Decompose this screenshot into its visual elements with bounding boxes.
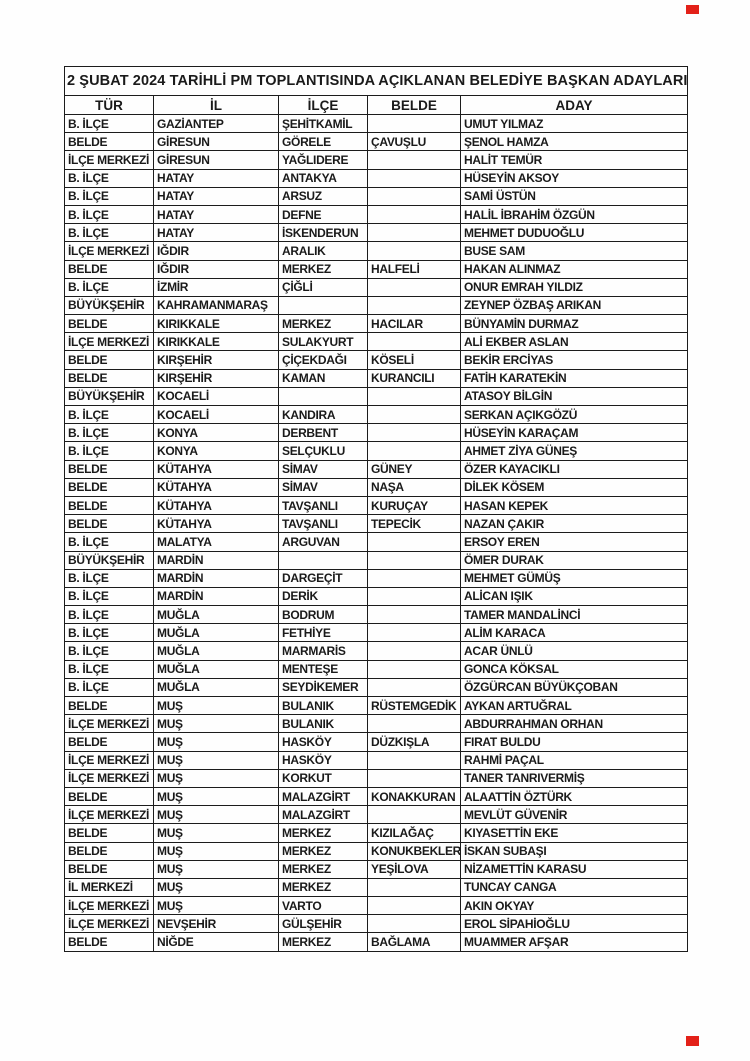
table-row bbox=[65, 442, 688, 460]
cell-tur: B. İLÇE bbox=[65, 115, 154, 133]
cell-ilce: ANTAKYA bbox=[279, 169, 368, 187]
cell-il: KONYA bbox=[154, 442, 279, 460]
cell-aday: ÖZER KAYACIKLI bbox=[461, 460, 688, 478]
cell-tur: İLÇE MERKEZİ bbox=[65, 242, 154, 260]
table-row bbox=[65, 478, 688, 496]
cell-tur: BELDE bbox=[65, 515, 154, 533]
table-row bbox=[65, 860, 688, 878]
cell-ilce: SELÇUKLU bbox=[279, 442, 368, 460]
table-row bbox=[65, 624, 688, 642]
cell-tur: B. İLÇE bbox=[65, 442, 154, 460]
cell-aday: GONCA KÖKSAL bbox=[461, 660, 688, 678]
cell-tur: B. İLÇE bbox=[65, 424, 154, 442]
table-row bbox=[65, 660, 688, 678]
cell-belde: DÜZKIŞLA bbox=[368, 733, 461, 751]
table-row bbox=[65, 169, 688, 187]
cell-tur: B. İLÇE bbox=[65, 660, 154, 678]
table-row bbox=[65, 315, 688, 333]
cell-aday: FATİH KARATEKİN bbox=[461, 369, 688, 387]
cell-belde: NAŞA bbox=[368, 478, 461, 496]
cell-ilce: KAMAN bbox=[279, 369, 368, 387]
red-mark-top bbox=[686, 5, 699, 14]
cell-aday: AKIN OKYAY bbox=[461, 897, 688, 915]
cell-ilce: DERİK bbox=[279, 587, 368, 605]
table-row bbox=[65, 551, 688, 569]
table-row bbox=[65, 697, 688, 715]
cell-ilce: BULANIK bbox=[279, 697, 368, 715]
cell-belde: KÖSELİ bbox=[368, 351, 461, 369]
cell-belde bbox=[368, 278, 461, 296]
cell-belde bbox=[368, 915, 461, 933]
cell-ilce: ÇİĞLİ bbox=[279, 278, 368, 296]
cell-tur: İLÇE MERKEZİ bbox=[65, 715, 154, 733]
table-row bbox=[65, 115, 688, 133]
table-row bbox=[65, 242, 688, 260]
cell-aday: ALİM KARACA bbox=[461, 624, 688, 642]
cell-il: KIRŞEHİR bbox=[154, 351, 279, 369]
cell-tur: İLÇE MERKEZİ bbox=[65, 751, 154, 769]
cell-il: NEVŞEHİR bbox=[154, 915, 279, 933]
cell-il: MUŞ bbox=[154, 787, 279, 805]
cell-il: GİRESUN bbox=[154, 133, 279, 151]
cell-aday: HÜSEYİN AKSOY bbox=[461, 169, 688, 187]
cell-tur: BELDE bbox=[65, 496, 154, 514]
cell-tur: İLÇE MERKEZİ bbox=[65, 333, 154, 351]
cell-aday: BEKİR ERCİYAS bbox=[461, 351, 688, 369]
cell-ilce: MARMARİS bbox=[279, 642, 368, 660]
table-row bbox=[65, 533, 688, 551]
cell-belde bbox=[368, 187, 461, 205]
cell-ilce: YAĞLIDERE bbox=[279, 151, 368, 169]
cell-belde bbox=[368, 606, 461, 624]
cell-aday: DİLEK KÖSEM bbox=[461, 478, 688, 496]
cell-ilce: MERKEZ bbox=[279, 878, 368, 896]
cell-tur: B. İLÇE bbox=[65, 278, 154, 296]
cell-tur: B. İLÇE bbox=[65, 224, 154, 242]
table-row bbox=[65, 496, 688, 514]
cell-ilce bbox=[279, 296, 368, 314]
table-row bbox=[65, 151, 688, 169]
cell-tur: BELDE bbox=[65, 260, 154, 278]
cell-tur: BELDE bbox=[65, 787, 154, 805]
cell-tur: BELDE bbox=[65, 315, 154, 333]
table-header-row bbox=[65, 96, 688, 115]
cell-belde bbox=[368, 533, 461, 551]
cell-belde: TEPECİK bbox=[368, 515, 461, 533]
cell-aday: ACAR ÜNLÜ bbox=[461, 642, 688, 660]
cell-il: İZMİR bbox=[154, 278, 279, 296]
cell-belde bbox=[368, 551, 461, 569]
cell-belde bbox=[368, 387, 461, 405]
cell-il: IĞDIR bbox=[154, 242, 279, 260]
cell-il: MUŞ bbox=[154, 842, 279, 860]
cell-aday: İSKAN SUBAŞI bbox=[461, 842, 688, 860]
cell-belde bbox=[368, 878, 461, 896]
table-row bbox=[65, 769, 688, 787]
cell-tur: B. İLÇE bbox=[65, 678, 154, 696]
cell-ilce bbox=[279, 551, 368, 569]
cell-tur: İLÇE MERKEZİ bbox=[65, 151, 154, 169]
red-mark-bottom bbox=[686, 1036, 699, 1046]
cell-il: MALATYA bbox=[154, 533, 279, 551]
cell-aday: ERSOY EREN bbox=[461, 533, 688, 551]
cell-il: KAHRAMANMARAŞ bbox=[154, 296, 279, 314]
cell-belde bbox=[368, 169, 461, 187]
cell-aday: MEVLÜT GÜVENİR bbox=[461, 806, 688, 824]
cell-aday: ALAATTİN ÖZTÜRK bbox=[461, 787, 688, 805]
cell-tur: BELDE bbox=[65, 478, 154, 496]
cell-tur: BELDE bbox=[65, 733, 154, 751]
cell-ilce: DERBENT bbox=[279, 424, 368, 442]
cell-belde bbox=[368, 224, 461, 242]
cell-il: HATAY bbox=[154, 169, 279, 187]
cell-belde: GÜNEY bbox=[368, 460, 461, 478]
cell-ilce: TAVŞANLI bbox=[279, 515, 368, 533]
table-title-row bbox=[65, 67, 688, 96]
cell-ilce: KORKUT bbox=[279, 769, 368, 787]
cell-ilce: GÜLŞEHİR bbox=[279, 915, 368, 933]
cell-belde: RÜSTEMGEDİK bbox=[368, 697, 461, 715]
cell-tur: İL MERKEZİ bbox=[65, 878, 154, 896]
cell-il: MUŞ bbox=[154, 897, 279, 915]
cell-ilce: ARSUZ bbox=[279, 187, 368, 205]
cell-aday: TUNCAY CANGA bbox=[461, 878, 688, 896]
cell-tur: B. İLÇE bbox=[65, 406, 154, 424]
cell-il: GAZİANTEP bbox=[154, 115, 279, 133]
cell-aday: ZEYNEP ÖZBAŞ ARIKAN bbox=[461, 296, 688, 314]
cell-belde: KONAKKURAN bbox=[368, 787, 461, 805]
cell-il: KÜTAHYA bbox=[154, 478, 279, 496]
cell-belde: KURANCILI bbox=[368, 369, 461, 387]
cell-belde bbox=[368, 406, 461, 424]
cell-tur: BELDE bbox=[65, 824, 154, 842]
cell-aday: HASAN KEPEK bbox=[461, 496, 688, 514]
cell-aday: HALİT TEMÜR bbox=[461, 151, 688, 169]
cell-aday: AHMET ZİYA GÜNEŞ bbox=[461, 442, 688, 460]
cell-belde: ÇAVUŞLU bbox=[368, 133, 461, 151]
cell-belde bbox=[368, 424, 461, 442]
cell-tur: B. İLÇE bbox=[65, 205, 154, 223]
cell-aday: MEHMET GÜMÜŞ bbox=[461, 569, 688, 587]
table-body bbox=[65, 115, 688, 952]
table-row bbox=[65, 878, 688, 896]
table-row bbox=[65, 678, 688, 696]
table-row bbox=[65, 333, 688, 351]
cell-il: NİĞDE bbox=[154, 933, 279, 951]
cell-tur: BELDE bbox=[65, 842, 154, 860]
cell-belde bbox=[368, 242, 461, 260]
cell-tur: B. İLÇE bbox=[65, 569, 154, 587]
cell-il: MUŞ bbox=[154, 751, 279, 769]
cell-aday: FIRAT BULDU bbox=[461, 733, 688, 751]
cell-il: MUŞ bbox=[154, 824, 279, 842]
column-header-belde: BELDE bbox=[368, 96, 461, 115]
cell-il: MUŞ bbox=[154, 733, 279, 751]
table-row bbox=[65, 569, 688, 587]
cell-aday: ONUR EMRAH YILDIZ bbox=[461, 278, 688, 296]
cell-ilce: TAVŞANLI bbox=[279, 496, 368, 514]
cell-belde bbox=[368, 115, 461, 133]
cell-il: MUŞ bbox=[154, 878, 279, 896]
cell-ilce: ŞEHİTKAMİL bbox=[279, 115, 368, 133]
table-row bbox=[65, 606, 688, 624]
table-row bbox=[65, 587, 688, 605]
cell-aday: ÖZGÜRCAN BÜYÜKÇOBAN bbox=[461, 678, 688, 696]
cell-il: MARDİN bbox=[154, 551, 279, 569]
cell-aday: EROL SİPAHİOĞLU bbox=[461, 915, 688, 933]
cell-aday: MUAMMER AFŞAR bbox=[461, 933, 688, 951]
cell-il: MARDİN bbox=[154, 587, 279, 605]
cell-ilce: GÖRELE bbox=[279, 133, 368, 151]
table-row bbox=[65, 187, 688, 205]
cell-il: MUĞLA bbox=[154, 624, 279, 642]
cell-belde bbox=[368, 897, 461, 915]
cell-tur: BELDE bbox=[65, 933, 154, 951]
candidates-table bbox=[64, 66, 688, 952]
cell-ilce: MENTEŞE bbox=[279, 660, 368, 678]
cell-belde bbox=[368, 624, 461, 642]
table-row bbox=[65, 133, 688, 151]
cell-belde bbox=[368, 806, 461, 824]
cell-belde bbox=[368, 751, 461, 769]
table-row bbox=[65, 424, 688, 442]
cell-belde: KURUÇAY bbox=[368, 496, 461, 514]
cell-ilce: VARTO bbox=[279, 897, 368, 915]
cell-ilce: SİMAV bbox=[279, 460, 368, 478]
cell-belde bbox=[368, 442, 461, 460]
cell-il: MUĞLA bbox=[154, 678, 279, 696]
cell-il: HATAY bbox=[154, 205, 279, 223]
cell-ilce: ARALIK bbox=[279, 242, 368, 260]
cell-ilce: MERKEZ bbox=[279, 315, 368, 333]
table-row bbox=[65, 915, 688, 933]
cell-il: MUŞ bbox=[154, 860, 279, 878]
table-row bbox=[65, 351, 688, 369]
table-row bbox=[65, 842, 688, 860]
page-title: 2 ŞUBAT 2024 TARİHLİ PM TOPLANTISINDA AÇIKLANAN BELEDİYE BAŞKAN ADAYLARI bbox=[65, 67, 688, 96]
cell-ilce: İSKENDERUN bbox=[279, 224, 368, 242]
cell-aday: TAMER MANDALİNCİ bbox=[461, 606, 688, 624]
cell-ilce: MERKEZ bbox=[279, 260, 368, 278]
cell-tur: İLÇE MERKEZİ bbox=[65, 915, 154, 933]
cell-aday: SERKAN AÇIKGÖZÜ bbox=[461, 406, 688, 424]
cell-belde bbox=[368, 205, 461, 223]
cell-belde bbox=[368, 151, 461, 169]
cell-belde bbox=[368, 587, 461, 605]
cell-ilce: MERKEZ bbox=[279, 933, 368, 951]
cell-ilce: ÇİÇEKDAĞI bbox=[279, 351, 368, 369]
table-row bbox=[65, 642, 688, 660]
cell-il: KONYA bbox=[154, 424, 279, 442]
cell-aday: SAMİ ÜSTÜN bbox=[461, 187, 688, 205]
cell-il: KOCAELİ bbox=[154, 387, 279, 405]
cell-aday: ABDURRAHMAN ORHAN bbox=[461, 715, 688, 733]
table-row bbox=[65, 260, 688, 278]
cell-aday: ALİCAN IŞIK bbox=[461, 587, 688, 605]
cell-tur: B. İLÇE bbox=[65, 624, 154, 642]
cell-tur: BELDE bbox=[65, 860, 154, 878]
cell-tur: B. İLÇE bbox=[65, 169, 154, 187]
cell-aday: AYKAN ARTUĞRAL bbox=[461, 697, 688, 715]
table-row bbox=[65, 387, 688, 405]
column-header-ilce: İLÇE bbox=[279, 96, 368, 115]
table-row bbox=[65, 406, 688, 424]
column-header-il: İL bbox=[154, 96, 279, 115]
cell-il: KÜTAHYA bbox=[154, 515, 279, 533]
table-row bbox=[65, 715, 688, 733]
cell-belde bbox=[368, 715, 461, 733]
table-row bbox=[65, 205, 688, 223]
column-header-tur: TÜR bbox=[65, 96, 154, 115]
table-row bbox=[65, 460, 688, 478]
cell-belde: YEŞİLOVA bbox=[368, 860, 461, 878]
cell-ilce: DARGEÇİT bbox=[279, 569, 368, 587]
cell-aday: BÜNYAMİN DURMAZ bbox=[461, 315, 688, 333]
cell-aday: ÖMER DURAK bbox=[461, 551, 688, 569]
cell-ilce: MALAZGİRT bbox=[279, 787, 368, 805]
cell-tur: BELDE bbox=[65, 697, 154, 715]
cell-ilce: FETHİYE bbox=[279, 624, 368, 642]
cell-tur: BÜYÜKŞEHİR bbox=[65, 551, 154, 569]
cell-ilce: ARGUVAN bbox=[279, 533, 368, 551]
cell-tur: BELDE bbox=[65, 369, 154, 387]
cell-belde bbox=[368, 296, 461, 314]
table-row bbox=[65, 278, 688, 296]
cell-belde: BAĞLAMA bbox=[368, 933, 461, 951]
cell-tur: B. İLÇE bbox=[65, 587, 154, 605]
table-row bbox=[65, 733, 688, 751]
cell-aday: ALİ EKBER ASLAN bbox=[461, 333, 688, 351]
cell-il: KÜTAHYA bbox=[154, 496, 279, 514]
cell-aday: HAKAN ALINMAZ bbox=[461, 260, 688, 278]
cell-il: HATAY bbox=[154, 187, 279, 205]
cell-ilce: SİMAV bbox=[279, 478, 368, 496]
cell-ilce: BODRUM bbox=[279, 606, 368, 624]
table-row bbox=[65, 369, 688, 387]
cell-il: GİRESUN bbox=[154, 151, 279, 169]
cell-belde bbox=[368, 678, 461, 696]
cell-tur: BELDE bbox=[65, 460, 154, 478]
cell-tur: İLÇE MERKEZİ bbox=[65, 806, 154, 824]
cell-il: MUŞ bbox=[154, 806, 279, 824]
column-header-aday: ADAY bbox=[461, 96, 688, 115]
cell-aday: NİZAMETTİN KARASU bbox=[461, 860, 688, 878]
table-row bbox=[65, 824, 688, 842]
cell-aday: KIYASETTİN EKE bbox=[461, 824, 688, 842]
cell-belde: KIZILAĞAÇ bbox=[368, 824, 461, 842]
cell-aday: TANER TANRIVERMİŞ bbox=[461, 769, 688, 787]
cell-il: HATAY bbox=[154, 224, 279, 242]
cell-aday: ATASOY BİLGİN bbox=[461, 387, 688, 405]
cell-aday: BUSE SAM bbox=[461, 242, 688, 260]
cell-aday: HÜSEYİN KARAÇAM bbox=[461, 424, 688, 442]
table-row bbox=[65, 296, 688, 314]
cell-ilce: SULAKYURT bbox=[279, 333, 368, 351]
cell-belde bbox=[368, 642, 461, 660]
table-row bbox=[65, 933, 688, 951]
cell-ilce: KANDIRA bbox=[279, 406, 368, 424]
cell-ilce: DEFNE bbox=[279, 205, 368, 223]
table-row bbox=[65, 806, 688, 824]
table-row bbox=[65, 751, 688, 769]
cell-tur: BELDE bbox=[65, 351, 154, 369]
cell-tur: B. İLÇE bbox=[65, 606, 154, 624]
cell-tur: B. İLÇE bbox=[65, 187, 154, 205]
cell-tur: BELDE bbox=[65, 133, 154, 151]
table-row bbox=[65, 787, 688, 805]
cell-aday: NAZAN ÇAKIR bbox=[461, 515, 688, 533]
cell-aday: HALİL İBRAHİM ÖZGÜN bbox=[461, 205, 688, 223]
cell-aday: RAHMİ PAÇAL bbox=[461, 751, 688, 769]
cell-ilce: MERKEZ bbox=[279, 842, 368, 860]
cell-il: KIRŞEHİR bbox=[154, 369, 279, 387]
cell-tur: B. İLÇE bbox=[65, 533, 154, 551]
cell-tur: BÜYÜKŞEHİR bbox=[65, 387, 154, 405]
cell-ilce: HASKÖY bbox=[279, 733, 368, 751]
cell-tur: BÜYÜKŞEHİR bbox=[65, 296, 154, 314]
cell-il: MUĞLA bbox=[154, 642, 279, 660]
cell-tur: İLÇE MERKEZİ bbox=[65, 897, 154, 915]
cell-belde bbox=[368, 333, 461, 351]
cell-ilce: HASKÖY bbox=[279, 751, 368, 769]
cell-il: KOCAELİ bbox=[154, 406, 279, 424]
table-row bbox=[65, 224, 688, 242]
cell-il: MUŞ bbox=[154, 769, 279, 787]
cell-il: KIRIKKALE bbox=[154, 315, 279, 333]
cell-il: MUŞ bbox=[154, 697, 279, 715]
cell-belde: KONUKBEKLER bbox=[368, 842, 461, 860]
cell-tur: İLÇE MERKEZİ bbox=[65, 769, 154, 787]
cell-ilce: MERKEZ bbox=[279, 824, 368, 842]
cell-ilce: SEYDİKEMER bbox=[279, 678, 368, 696]
cell-aday: UMUT YILMAZ bbox=[461, 115, 688, 133]
cell-belde bbox=[368, 660, 461, 678]
cell-il: IĞDIR bbox=[154, 260, 279, 278]
cell-il: MUĞLA bbox=[154, 660, 279, 678]
cell-il: KIRIKKALE bbox=[154, 333, 279, 351]
cell-belde: HALFELİ bbox=[368, 260, 461, 278]
cell-ilce: MALAZGİRT bbox=[279, 806, 368, 824]
cell-belde: HACILAR bbox=[368, 315, 461, 333]
cell-il: MUĞLA bbox=[154, 606, 279, 624]
cell-tur: B. İLÇE bbox=[65, 642, 154, 660]
cell-il: MARDİN bbox=[154, 569, 279, 587]
cell-il: MUŞ bbox=[154, 715, 279, 733]
table-row bbox=[65, 515, 688, 533]
cell-belde bbox=[368, 569, 461, 587]
table-row bbox=[65, 897, 688, 915]
cell-ilce: BULANIK bbox=[279, 715, 368, 733]
cell-il: KÜTAHYA bbox=[154, 460, 279, 478]
cell-ilce: MERKEZ bbox=[279, 860, 368, 878]
cell-ilce bbox=[279, 387, 368, 405]
cell-aday: MEHMET DUDUOĞLU bbox=[461, 224, 688, 242]
cell-aday: ŞENOL HAMZA bbox=[461, 133, 688, 151]
cell-belde bbox=[368, 769, 461, 787]
